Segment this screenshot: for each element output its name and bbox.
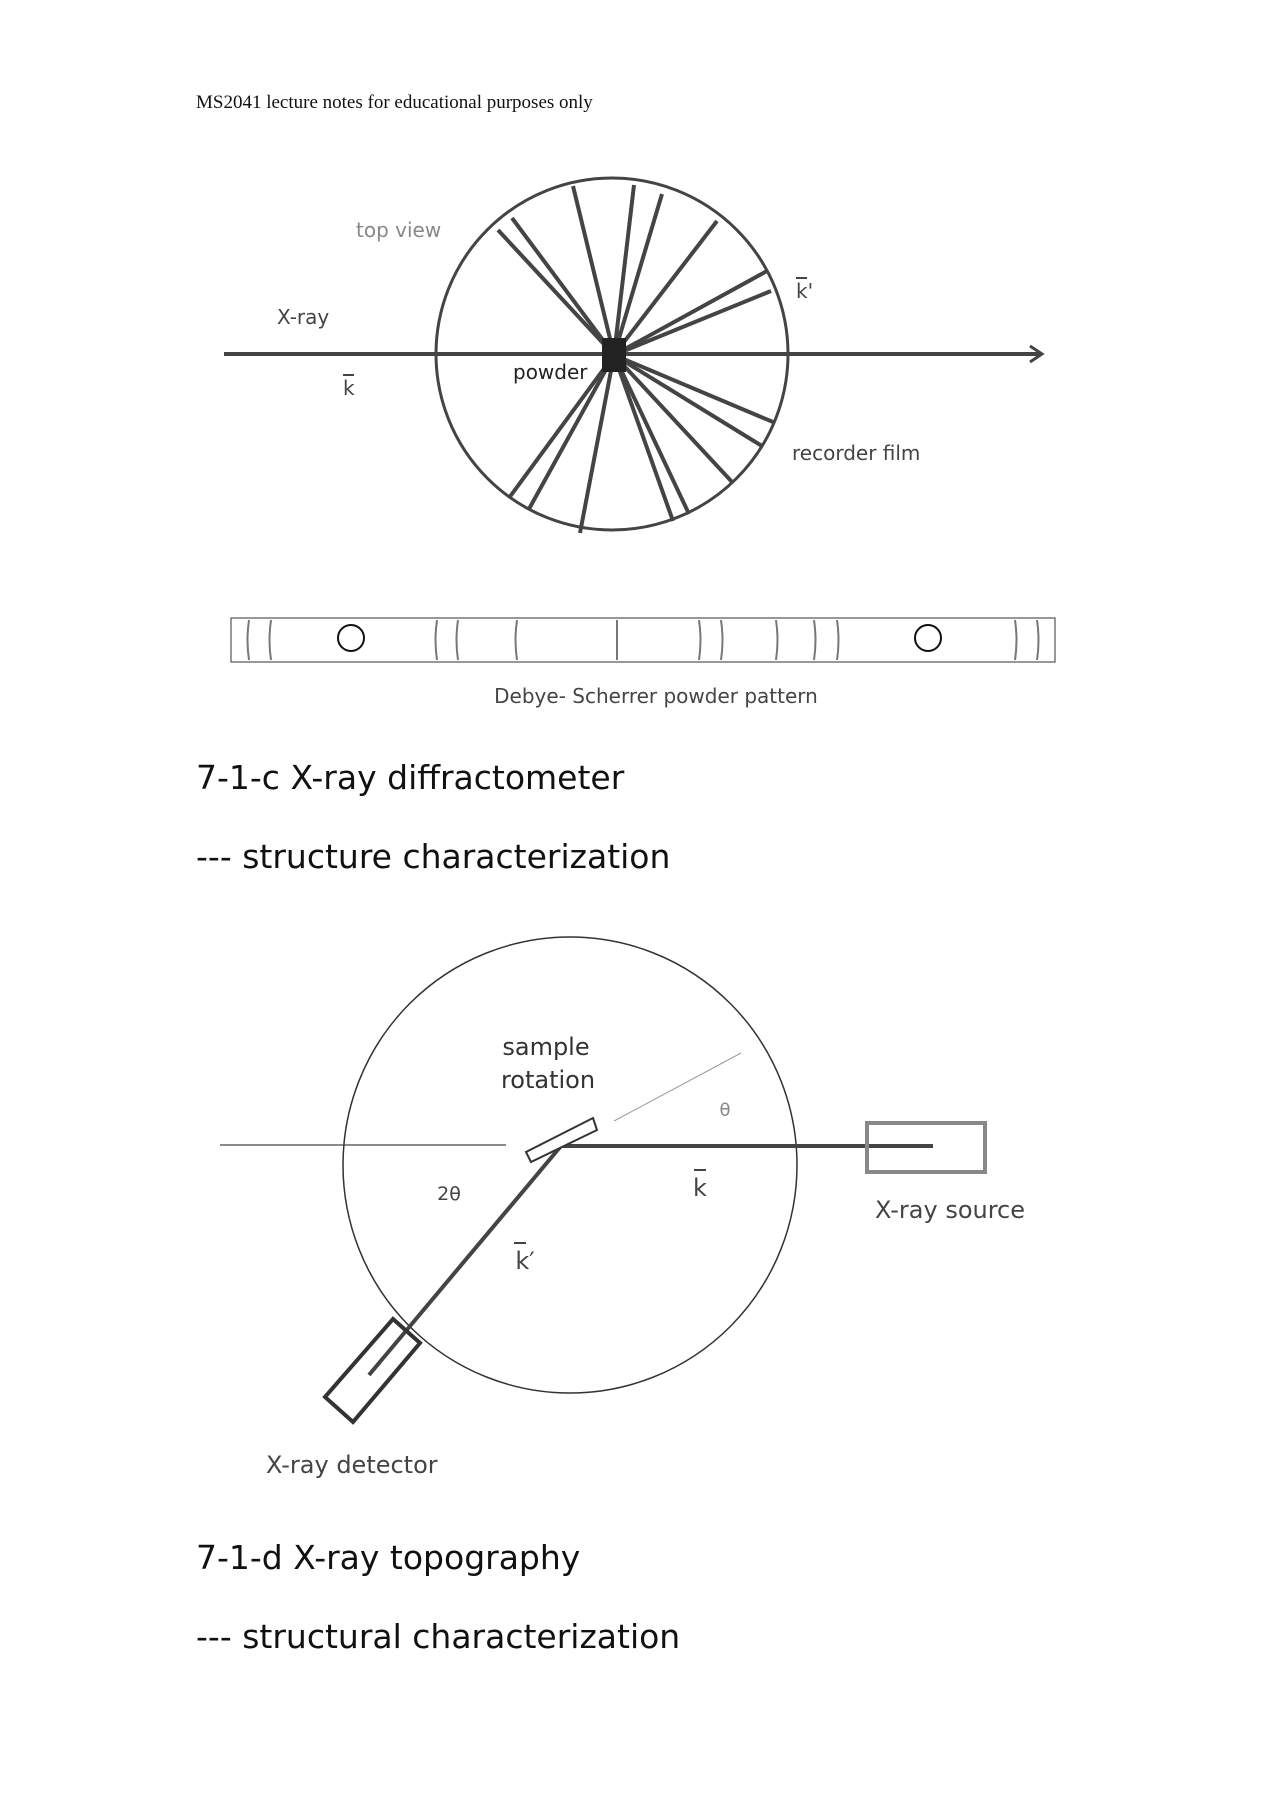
section-c-subtitle: --- structure characterization bbox=[196, 837, 671, 876]
diffraction-line bbox=[1037, 620, 1039, 660]
k-prime-label: k' bbox=[796, 279, 814, 303]
diffraction-line bbox=[248, 620, 250, 660]
diffraction-ray bbox=[614, 355, 773, 422]
film-hole-left bbox=[338, 625, 364, 651]
diffraction-line bbox=[721, 620, 723, 660]
powder-pattern-caption: Debye- Scherrer powder pattern bbox=[494, 684, 818, 708]
diffractometer-diagram bbox=[220, 937, 1025, 1479]
diffraction-ray bbox=[614, 355, 673, 521]
xray-label: X-ray bbox=[277, 305, 330, 329]
diffraction-line bbox=[516, 620, 518, 660]
diffraction-line bbox=[837, 620, 839, 660]
diffraction-line bbox=[1015, 620, 1017, 660]
diffraction-ray bbox=[498, 230, 614, 355]
xray-detector-label: X-ray detector bbox=[266, 1451, 438, 1479]
diffraction-line bbox=[776, 620, 778, 660]
section-d-title: 7-1-d X-ray topography bbox=[196, 1538, 581, 1577]
k-label: k bbox=[343, 376, 355, 400]
diffraction-line bbox=[436, 620, 438, 660]
sample-plate bbox=[526, 1118, 597, 1162]
diffraction-line bbox=[270, 620, 272, 660]
section-c-title: 7-1-c X-ray diffractometer bbox=[196, 758, 625, 797]
powder-label: powder bbox=[513, 360, 588, 384]
xray-source-label: X-ray source bbox=[875, 1196, 1026, 1224]
diffraction-line bbox=[457, 620, 459, 660]
recorder-film-label: recorder film bbox=[792, 441, 921, 465]
section-d-subtitle: --- structural characterization bbox=[196, 1617, 681, 1656]
diffraction-ray bbox=[614, 185, 634, 355]
page-header: MS2041 lecture notes for educational purposes only bbox=[196, 92, 593, 113]
diffraction-line bbox=[699, 620, 701, 660]
sample-label: sample bbox=[502, 1033, 590, 1061]
powder-sample bbox=[602, 338, 626, 372]
two-theta-label: 2θ bbox=[437, 1183, 461, 1205]
film-hole-right bbox=[915, 625, 941, 651]
k-label: k bbox=[693, 1174, 707, 1202]
theta-label: θ bbox=[719, 1100, 731, 1121]
k-prime-label: k′ bbox=[515, 1247, 535, 1275]
rotation-label: rotation bbox=[500, 1066, 596, 1094]
top-view-label: top view bbox=[356, 218, 442, 242]
diffraction-line bbox=[814, 620, 816, 660]
